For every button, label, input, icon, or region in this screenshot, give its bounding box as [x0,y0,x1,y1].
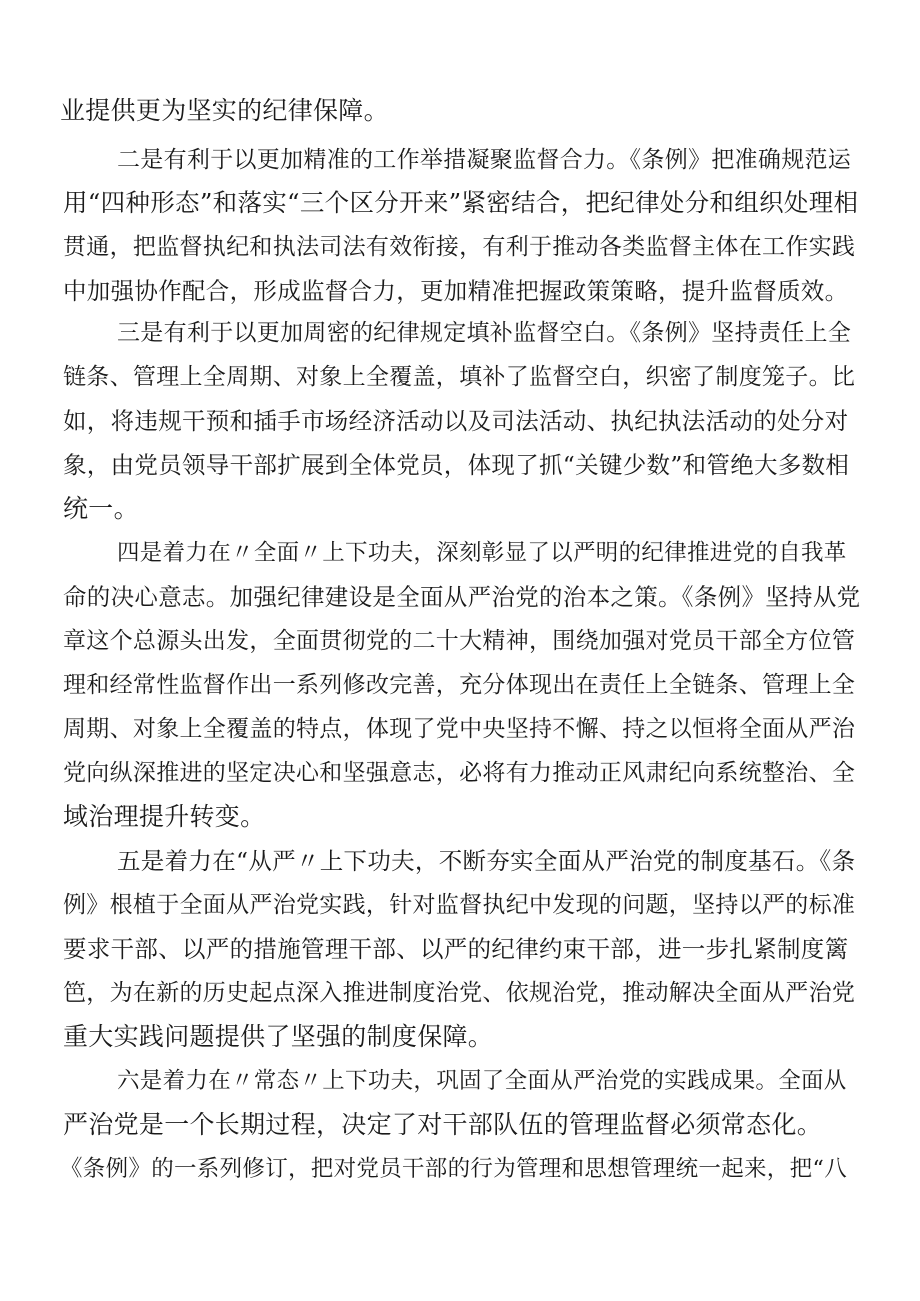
paragraph-5-start: 五是着力在“从严〃上下功夫，不断夯实全面从严治党的制度基石。《条 [117,847,856,875]
text-line: 周期、对象上全覆盖的特点，体现了党中央坚持不懈、持之以恒将全面从严治 [63,716,856,742]
text-line: 链条、管理上全周期、对象上全覆盖，填补了监督空白，织密了制度笼子。比 [63,364,856,390]
text-line: 贯通，把监督执纪和执法司法有效衔接，有利于推动各类监督主体在工作实践 [63,234,856,260]
paragraph-4-start: 四是着力在〃全面〃上下功夫，深刻彰显了以严明的纪律推进党的自我革 [117,540,847,566]
text-line: 用“四种形态”和落实“三个区分开来”紧密结合，把纪律处分和组织处理相 [63,188,859,217]
text-line: 命的决心意志。加强纪律建设是全面从严治党的治本之策。《条例》坚持从党 [63,583,861,611]
text-line: 笆，为在新的历史起点深入推进制度治党、依规治党，推动解决全面从严治党 [63,980,856,1006]
text-line: 统一。 [63,494,139,523]
text-line: 中加强协作配合，形成监督合力，更加精准把握政策策略，提升监督质效。 [63,277,849,305]
text-line: 《条例》的一系列修订，把对党员干部的行为管理和思想管理统一起来，把“八 [60,1156,848,1182]
text-line: 章这个总源头出发，全面贯彻党的二十大精神，围绕加强对党员干部全方位管 [63,628,856,654]
paragraph-3-start: 三是有利于以更加周密的纪律规定填补监督空白。《条例》坚持责任上全 [117,320,852,346]
paragraph-6-start: 六是着力在〃常态〃上下功夫，巩固了全面从严治党的实践成果。全面从 [117,1068,847,1094]
text-line: 业提供更为坚实的纪律保障。 [60,96,389,125]
text-line: 象，由党员领导干部扩展到全体党员，体现了抓“关键少数”和管绝大多数相 [63,451,850,479]
text-line: 重大实践问题提供了坚强的制度保障。 [63,1022,494,1051]
text-line: 域治理提升转变。 [63,802,266,831]
text-line: 严治党是一个长期过程，决定了对干部队伍的管理监督必须常态化。 [63,1110,823,1139]
text-line: 要求干部、以严的措施管理干部、以严的纪律约束干部，进一步扎紧制度篱 [63,935,849,963]
text-line: 理和经常性监督作出一系列修改完善，充分体现出在责任上全链条、管理上全 [63,672,856,698]
text-line: 例》根植于全面从严治党实践，针对监督执纪中发现的问题，坚持以严的标准 [63,892,856,918]
paragraph-2-start: 二是有利于以更加精准的工作举措凝聚监督合力。《条例》把准确规范运 [117,147,852,173]
text-line: 党向纵深推进的坚定决心和坚强意志，必将有力推动正风肃纪向系统整治、全 [63,760,856,786]
text-line: 如，将违规干预和插手市场经济活动以及司法活动、执纪执法活动的处分对 [63,407,849,435]
